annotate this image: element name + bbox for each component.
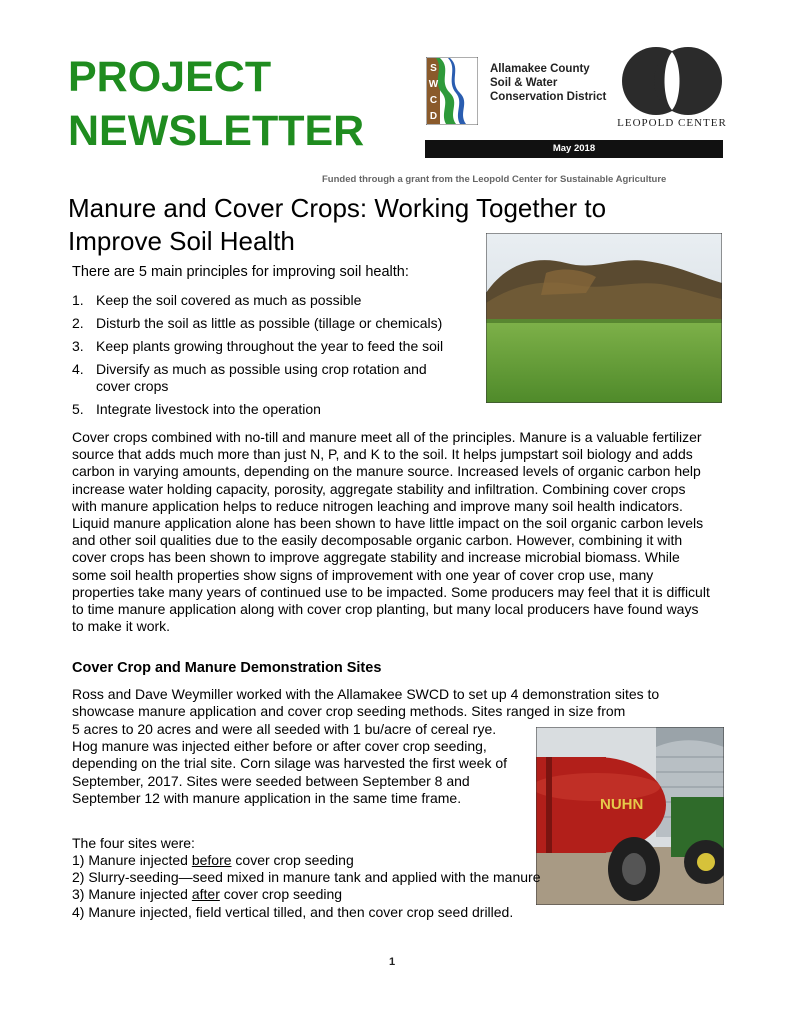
article-body: Cover crops combined with no-till and manure meet all of the principles. Manure is a valuable fertilizer source that adds much more than just N, P, and K to the soil. It helps jumpstart soil biology and adds carbon in varying amounts, depending on the manure source. Increased levels of organic carbon help increase water holding capacity, porosity, aggregate stability and infiltration. Combining cover crops with manure application helps to reduce nitrogen leaching and improve many soil health indicators. Liquid manure application alone has been shown to have little impact on the soil organic carbon levels and other soil qualities due to the easily decomposable organic carbon. However, combining it with cover crops has been shown to improve aggregate stability and increase microbial biomass. While some soil health properties show signs of improvement with one year of cover crop use, many properties take many years of continued use to be impacted. Some producers may feel that it is difficult to time manure application along with cover crop planting, but many local producers have found ways to make it work. [72,429,710,635]
site-1-post: cover crop seeding [231,852,354,868]
headline-line-2: Improve Soil Health [68,226,295,256]
list-number: 4. [72,361,84,377]
newsletter-title [68,50,364,158]
cover-crop-field-photo [486,233,722,403]
list-number: 5. [72,401,84,417]
list-item [72,361,452,395]
swcd-letter-w: W [428,79,439,90]
title-line-1: PROJECT [68,53,272,101]
list-number: 1. [72,292,84,308]
demo-paragraph-narrow: 5 acres to 20 acres and were all seeded with 1 bu/acre of cereal rye. Hog manure was injected either before or after cover crop seeding, depending on the trial site. Corn silage was harvested the first week of September, 2017. Sites were seeded between September 8 and September 12 with manure application in the same time frame. [72,721,508,806]
swcd-name-line-1: Allamakee County [490,63,590,75]
swcd-letter-s: S [430,63,437,74]
list-item [72,338,492,355]
demo-sites-heading: Cover Crop and Manure Demonstration Sites [72,660,382,676]
swcd-name [490,62,606,104]
headline-line-1: Manure and Cover Crops: Working Together to [68,193,607,223]
swcd-logo [426,57,478,125]
demo-sites-list [72,852,542,921]
demo-paragraph-full: Ross and Dave Weymiller worked with the Allamakee SWCD to set up 4 demonstration sites to showcase manure application and cover crop seeding methods. Sites ranged in size from [72,686,660,720]
list-text: Disturb the soil as little as possible (tillage or chemicals) [96,315,443,331]
title-line-2: NEWSLETTER [68,107,365,155]
sites-intro: The four sites were: [72,835,195,851]
site-3-pre: 3) Manure injected [72,886,192,903]
principles-intro: There are 5 main principles for improving soil health: [72,264,409,280]
swcd-letter-c: C [429,95,438,106]
swcd-name-line-3: Conservation District [490,91,607,103]
list-item: 4) Manure injected, field vertical tilled, and then cover crop seed drilled. [72,903,514,920]
list-item: 2) Slurry-seeding—seed mixed in manure tank and applied with the manure [72,869,541,886]
list-text: Keep the soil covered as much as possible [96,292,362,308]
soil-health-principles-list [72,292,492,424]
swcd-name-line-2: Soil & Water [490,77,558,89]
list-text: Integrate livestock into the operation [96,401,321,417]
list-text: Keep plants growing throughout the year to feed the soil [96,338,444,354]
list-text: Diversify as much as possible using crop rotation and cover crops [96,361,427,394]
list-item [72,886,542,903]
list-item [72,852,542,869]
swcd-letter-d: D [429,111,438,122]
site-3-emphasis: after [191,886,220,903]
page-number: 1 [389,956,396,968]
site-1-emphasis: before [191,852,232,868]
leopold-center-logo [618,43,726,119]
list-item [72,401,492,418]
manure-tanker-photo [536,727,724,905]
list-number: 2. [72,315,84,331]
list-item [72,292,492,309]
leopold-center-label: LEOPOLD CENTER [617,117,727,129]
list-item [72,315,492,332]
funding-note: Funded through a grant from the Leopold Center for Sustainable Agriculture [322,174,667,185]
site-1-pre: 1) Manure injected [72,852,192,868]
site-3-post: cover crop seeding [219,886,343,903]
list-number: 3. [72,338,84,354]
issue-date: May 2018 [425,140,723,158]
tanker-brand: NUHN [600,796,644,813]
